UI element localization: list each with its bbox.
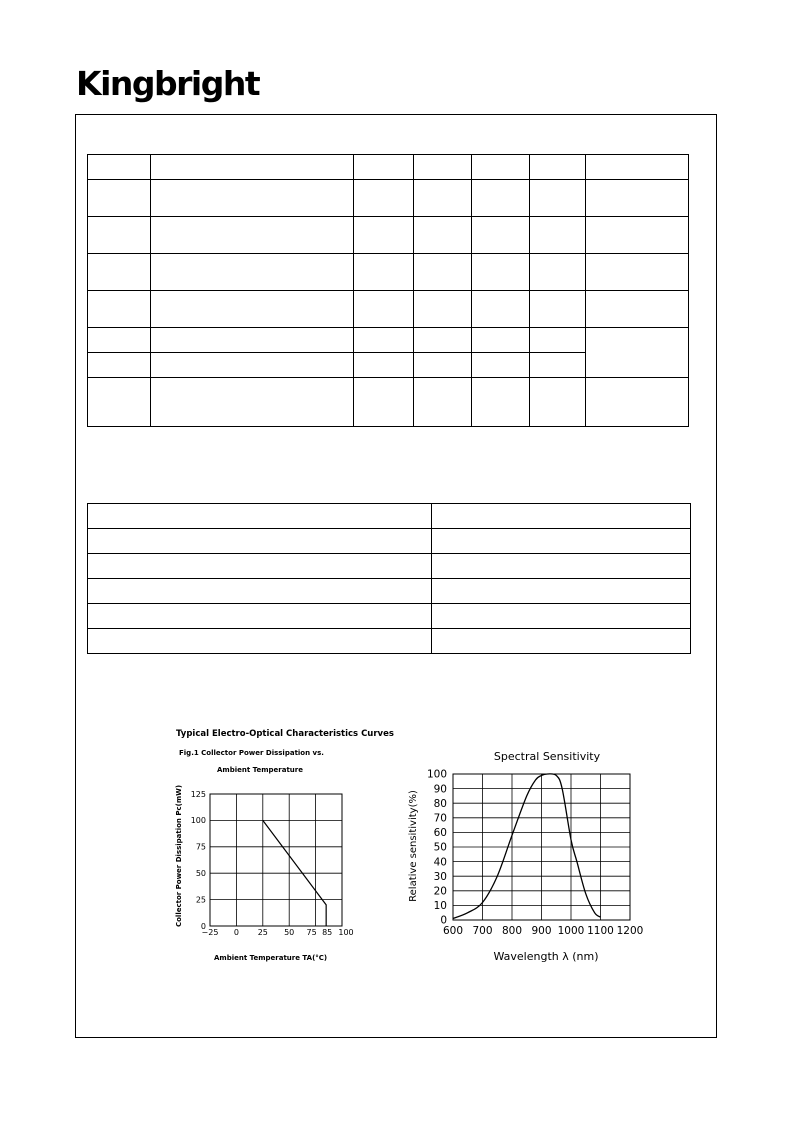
fig2-title: Spectral Sensitivity [493, 750, 601, 763]
table-row [88, 554, 691, 579]
x-tick-label: 100 [338, 928, 354, 937]
fig1-grid [210, 794, 342, 926]
table-row [88, 604, 691, 629]
table-row [88, 504, 691, 529]
x-tick-label: 50 [284, 928, 295, 937]
x-tick-label: 700 [472, 925, 493, 937]
table-row [88, 217, 689, 254]
table-row [88, 291, 689, 328]
table-row [88, 254, 689, 291]
fig2-grid [453, 774, 630, 920]
y-tick-label: 0 [440, 914, 447, 927]
y-tick-label: 30 [433, 870, 447, 883]
fig1-y-axis-label: Collector Power Dissipation Pc(mW) [175, 784, 183, 928]
table-row [88, 155, 689, 180]
y-tick-label: 0 [200, 921, 206, 931]
x-tick-label: 1100 [587, 925, 614, 937]
table-row [88, 629, 691, 654]
ratings-table [87, 503, 691, 654]
x-tick-label: 1200 [616, 925, 644, 937]
y-tick-label: 60 [433, 827, 447, 840]
spectral-sensitivity-chart [400, 740, 650, 970]
characteristics-table [87, 154, 689, 427]
y-tick-label: 40 [433, 856, 447, 869]
power-dissipation-chart [160, 740, 370, 970]
y-tick-label: 90 [433, 783, 447, 796]
fig1-x-axis-label: Ambient Temperature TA(°C) [214, 954, 328, 962]
y-tick-label: 75 [195, 842, 206, 852]
fig1-title-line2: Ambient Temperature [217, 766, 303, 774]
y-tick-label: 80 [433, 797, 447, 810]
y-tick-label: 70 [433, 812, 447, 825]
table-row [88, 378, 689, 427]
y-tick-label: 100 [426, 768, 447, 781]
y-tick-label: 50 [195, 869, 206, 878]
x-tick-label: 900 [531, 925, 552, 937]
plot-frame [210, 794, 342, 926]
x-tick-label: 600 [442, 925, 464, 937]
y-tick-label: 50 [433, 841, 447, 854]
table-row [88, 180, 689, 217]
x-tick-label: 800 [501, 925, 523, 937]
brand-logo: Kingbright [76, 64, 260, 103]
fig2-x-axis-label: Wavelength λ (nm) [493, 950, 599, 963]
x-tick-label: 75 [306, 928, 317, 937]
y-tick-label: 10 [433, 900, 447, 913]
x-tick-label: 0 [233, 928, 239, 937]
y-tick-label: 125 [190, 789, 206, 799]
curves-section-title [170, 722, 410, 742]
table-row [88, 579, 691, 604]
y-tick-label: 25 [195, 895, 206, 905]
fig1-title-line1: Fig.1 Collector Power Dissipation vs. [179, 749, 324, 757]
table-row [88, 529, 691, 554]
curves-title-text: Typical Electro-Optical Characteristics Curves [176, 729, 394, 739]
x-tick-label: 1000 [557, 925, 585, 937]
fig2-series-line [453, 774, 601, 919]
table-row [88, 328, 689, 353]
y-tick-label: 20 [433, 885, 447, 898]
fig2-ticks [427, 769, 643, 937]
x-tick-label: 85 [322, 928, 333, 937]
x-tick-label: −25 [201, 928, 219, 937]
x-tick-label: 25 [257, 928, 268, 937]
fig2-y-axis-label: Relative sensitivity(%) [408, 790, 419, 902]
fig1-ticks [191, 790, 354, 937]
y-tick-label: 100 [190, 816, 206, 826]
